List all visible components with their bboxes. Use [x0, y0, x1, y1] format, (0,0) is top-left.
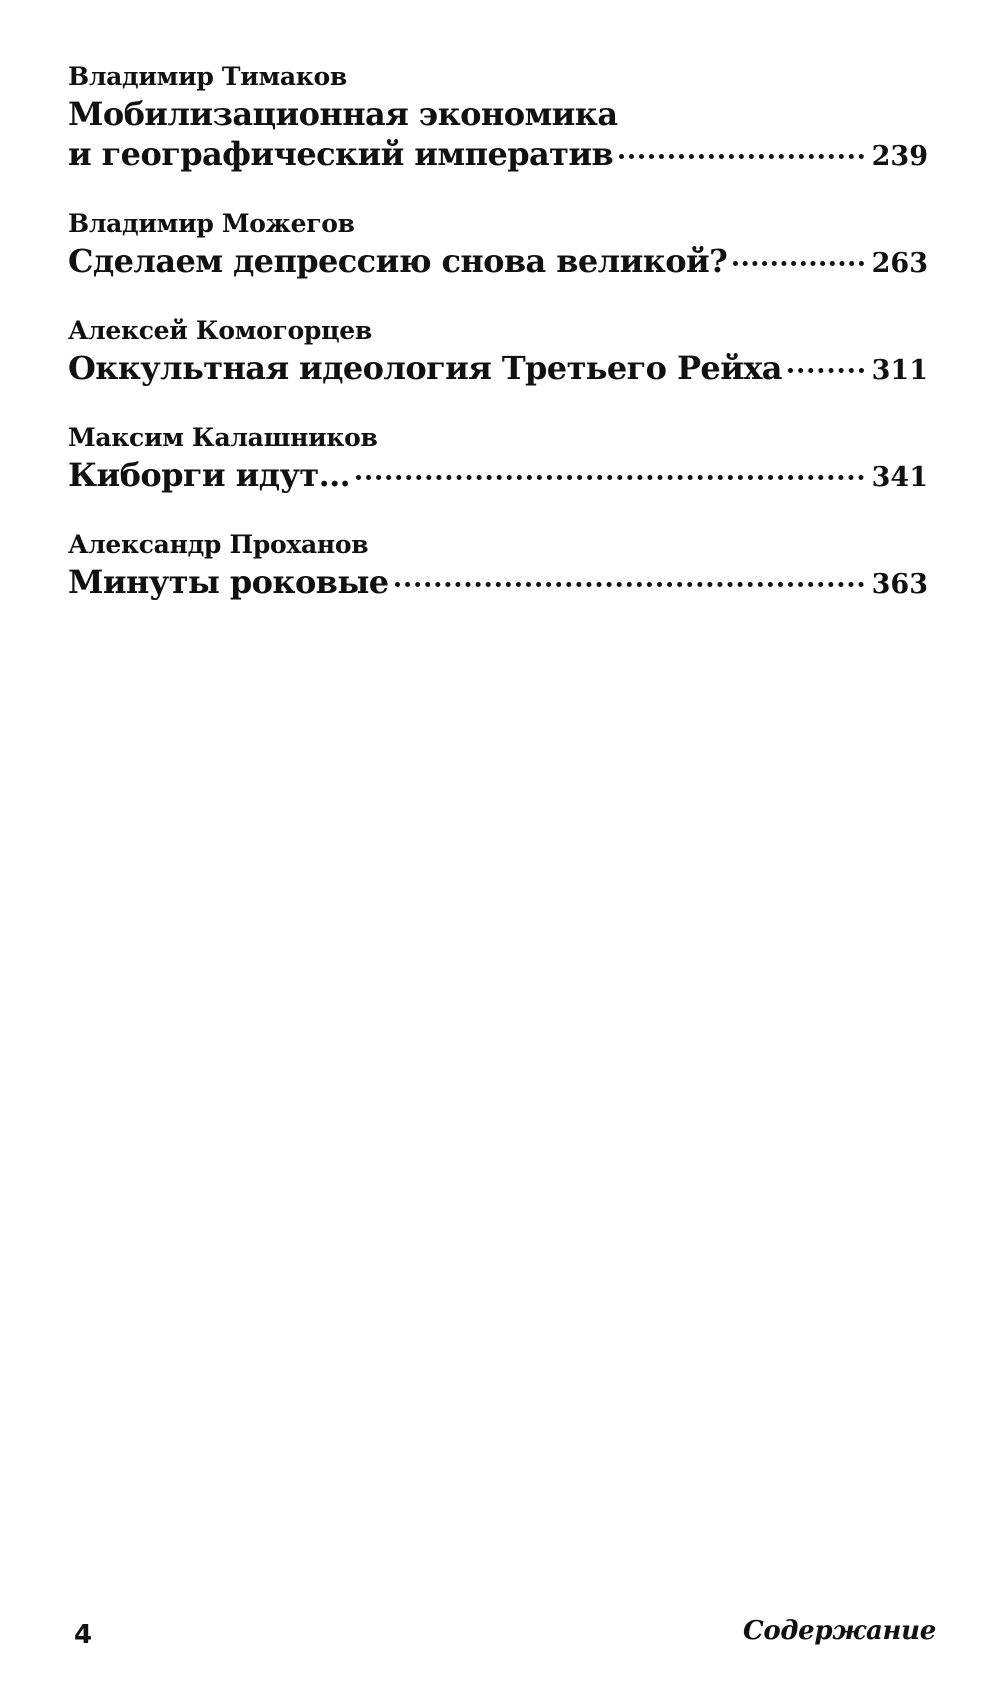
- entry-title: Сделаем депрессию снова великой?: [68, 242, 728, 280]
- entry-title-row: [68, 455, 928, 498]
- entry-page-number: 341: [871, 462, 928, 493]
- table-of-contents: [68, 60, 928, 635]
- entry-title: Оккультная идеология Третьего Рейха: [68, 349, 782, 387]
- entry-author: Максим Калашников: [68, 423, 378, 452]
- entry-title-line: Мобилизационная экономика: [68, 95, 618, 133]
- footer-page-number: 4: [74, 1620, 93, 1650]
- toc-entry: [68, 421, 928, 498]
- toc-entry: [68, 528, 928, 605]
- entry-title-row: [68, 348, 928, 391]
- footer-section-title: Содержание: [742, 1616, 936, 1646]
- toc-entry: [68, 60, 928, 177]
- entry-title: Минуты роковые: [68, 563, 389, 601]
- entry-page-number: 311: [871, 355, 928, 386]
- entry-title: Киборги идут...: [68, 456, 351, 494]
- toc-entry: [68, 207, 928, 284]
- entry-title-row: [68, 241, 928, 284]
- dot-leader: [733, 261, 863, 266]
- entry-title-row: [68, 562, 928, 605]
- toc-entry: [68, 314, 928, 391]
- dot-leader: [788, 368, 864, 373]
- entry-page-number: 239: [871, 141, 928, 172]
- entry-title-row: [68, 134, 928, 177]
- entry-author: Александр Проханов: [68, 530, 369, 559]
- dot-leader: [619, 154, 864, 159]
- entry-author: Алексей Комогорцев: [68, 316, 372, 345]
- entry-author: Владимир Можегов: [68, 209, 355, 238]
- entry-title: и географический императив: [68, 135, 614, 173]
- entry-page-number: 263: [871, 248, 928, 279]
- dot-leader: [395, 582, 864, 587]
- entry-page-number: 363: [871, 569, 928, 600]
- entry-author: Владимир Тимаков: [68, 62, 347, 91]
- dot-leader: [356, 475, 863, 480]
